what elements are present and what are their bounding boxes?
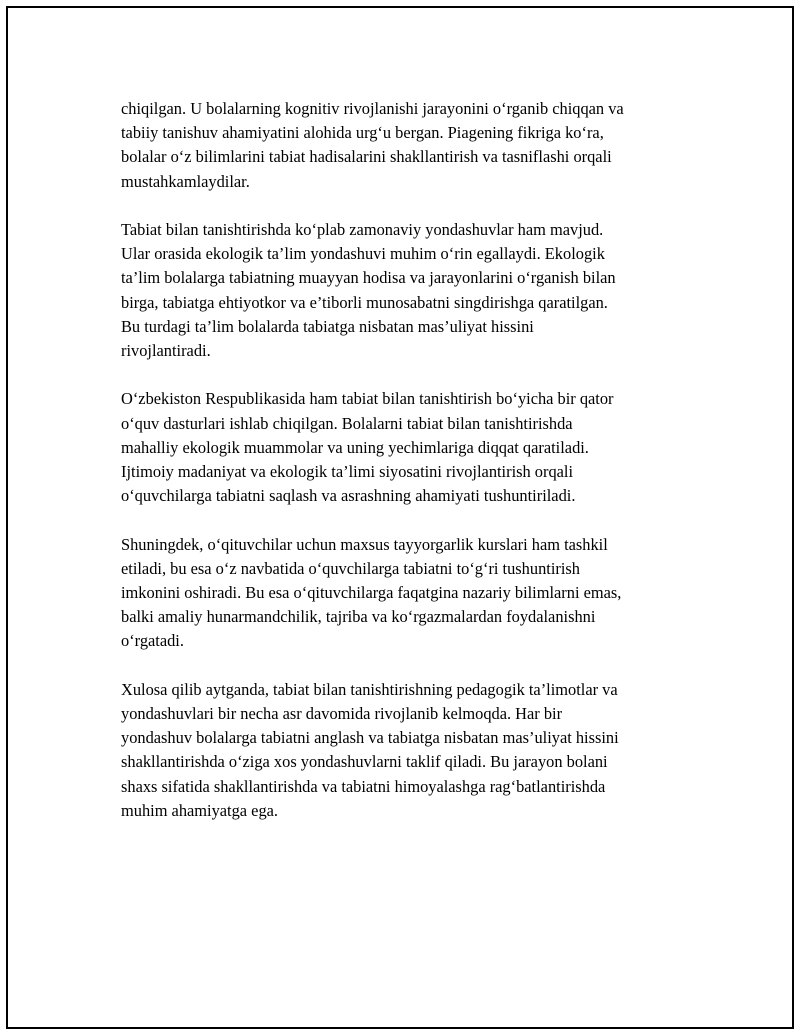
text-line: Shuningdek, o‘qituvchilar uchun maxsus tayyorgarlik kurslari ham tashkil — [121, 534, 608, 554]
text-line: o‘quv dasturlari ishlab chiqilgan. Bolalarni tabiat bilan tanishtirishda — [121, 413, 573, 433]
text-line: birga, tabiatga ehtiyotkor va e’tiborli munosabatni singdirishga qaratilgan. — [121, 292, 608, 312]
text-line: imkonini oshiradi. Bu esa o‘qituvchilarga faqatgina nazariy bilimlarni emas, — [121, 583, 622, 603]
text-line: shakllantirishda o‘ziga xos yondashuvlarni taklif qiladi. Bu jarayon bolani — [121, 752, 608, 772]
text-line: balki amaliy hunarmandchilik, tajriba va ko‘rgazmalardan foydalanishni — [121, 607, 596, 627]
text-line: mustahkamlaydilar. — [121, 171, 250, 191]
paragraph-2 — [121, 218, 701, 363]
text-line: Tabiat bilan tanishtirishda ko‘plab zamonaviy yondashuvlar ham mavjud. — [121, 220, 604, 239]
text-line: chiqilgan. U bolalarning kognitiv rivojlanishi jarayonini o‘rganib chiqqan va — [121, 99, 624, 118]
text-line: tabiiy tanishuv ahamiyatini alohida urg‘u bergan. Piagening fikriga ko‘ra, — [121, 123, 604, 143]
text-line: Ijtimoiy madaniyat va ekologik ta’limi siyosatini rivojlantirish orqali — [121, 462, 574, 482]
paragraph-1 — [121, 97, 701, 194]
paragraph-3 — [121, 387, 701, 508]
text-line: etiladi, bu esa o‘z navbatida o‘quvchilarga tabiatni to‘g‘ri tushuntirish — [121, 558, 580, 578]
paragraph-4 — [121, 533, 701, 654]
text-line: muhim ahamiyatga ega. — [121, 800, 279, 820]
text-line: Ular orasida ekologik ta’lim yondashuvi muhim o‘rin egallaydi. Ekologik — [121, 244, 605, 264]
text-line: O‘zbekiston Respublikasida ham tabiat bilan tanishtirish bo‘yicha bir qator — [121, 389, 614, 409]
text-line: mahalliy ekologik muammolar va uning yechimlariga diqqat qaratiladi. — [121, 437, 589, 457]
text-line: yondashuv bolalarga tabiatni anglash va tabiatga nisbatan mas’uliyat hissini — [121, 728, 619, 748]
text-line: o‘rgatadi. — [121, 631, 184, 651]
text-line: o‘quvchilarga tabiatni saqlash va asrashning ahamiyati tushuntiriladi. — [121, 486, 576, 506]
paragraph-5 — [121, 678, 701, 823]
document-page — [6, 6, 794, 1029]
text-line: rivojlantiradi. — [121, 341, 211, 361]
text-line: bolalar o‘z bilimlarini tabiat hadisalarini shakllantirish va tasniflashi orqali — [121, 147, 612, 167]
text-line: ta’lim bolalarga tabiatning muayyan hodisa va jarayonlarini o‘rganish bilan — [121, 268, 616, 288]
text-line: Bu turdagi ta’lim bolalarda tabiatga nisbatan mas’uliyat hissini — [121, 316, 534, 336]
text-line: shaxs sifatida shakllantirishda va tabiatni himoyalashga rag‘batlantirishda — [121, 776, 606, 796]
text-line: Xulosa qilib aytganda, tabiat bilan tanishtirishning pedagogik ta’limotlar va — [121, 679, 618, 699]
text-line: yondashuvlari bir necha asr davomida rivojlanib kelmoqda. Har bir — [121, 704, 563, 724]
document-body — [121, 97, 701, 847]
